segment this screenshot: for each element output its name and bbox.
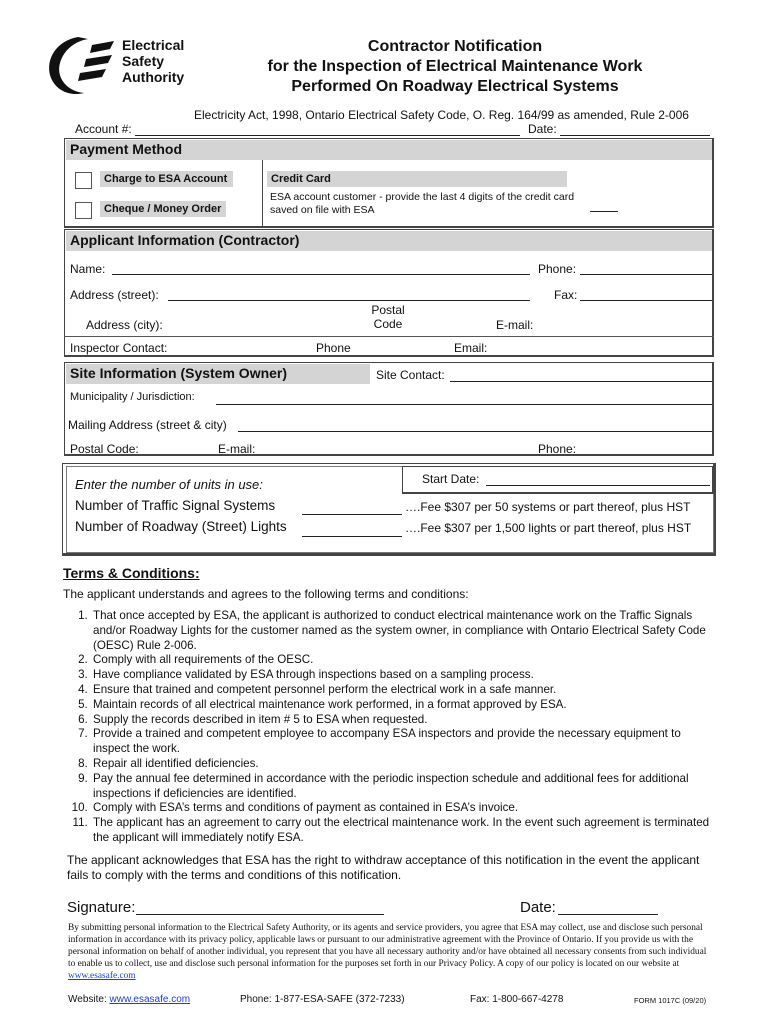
payment-heading: Payment Method (66, 140, 712, 160)
terms-intro: The applicant understands and agrees to the following terms and conditions: (63, 587, 469, 601)
subtitle: Electricity Act, 1998, Ontario Electrical Safety Code, O. Reg. 164/99 as amended, Rule 2-006 (194, 108, 689, 122)
site-email-label: E-mail: (218, 442, 256, 456)
footer-website-link[interactable]: www.esasafe.com (109, 994, 191, 1005)
site-postal-label: Postal Code: (70, 442, 139, 456)
term-item: 9. Pay the annual fee determined in accordance with the periodic inspection schedule and additional fees for additional inspections if deficiencies are identified. (91, 772, 715, 802)
traffic-fee: ….Fee $307 per 50 systems or part thereof, plus HST (405, 500, 691, 514)
site-contact-field[interactable] (450, 381, 712, 382)
start-date-field[interactable] (486, 485, 710, 486)
privacy-link[interactable]: www.esasafe.com (68, 971, 136, 981)
footer-form-number: FORM 1017C (09/20) (634, 996, 707, 1005)
signature-date-label: Date: (520, 899, 556, 916)
mailing-address-label: Mailing Address (street & city) (68, 418, 227, 432)
footer-website-label: Website: (68, 994, 107, 1005)
applicant-heading: Applicant Information (Contractor) (66, 231, 712, 251)
terms-list (65, 609, 715, 846)
footer-website (68, 994, 190, 1005)
name-label: Name: (70, 262, 106, 276)
credit-card-note: ESA account customer - provide the last 4 digits of the credit card saved on file with ESA (270, 191, 575, 216)
site-contact-label: Site Contact: (376, 368, 445, 382)
start-date-label: Start Date: (422, 472, 480, 486)
site-phone-label: Phone: (538, 442, 577, 456)
term-item: 4. Ensure that trained and competent personnel perform the electrical work in a safe manner. (91, 683, 715, 698)
units-intro: Enter the number of units in use: (75, 477, 263, 492)
charge-account-checkbox[interactable] (75, 172, 92, 189)
term-item: 11. The applicant has an agreement to carry out the electrical maintenance work. In the event such agreement is terminated the applicant will immediately notify ESA. (91, 816, 715, 846)
title-line-1: Contractor Notification (367, 38, 543, 55)
address-city-label: Address (city): (86, 318, 163, 332)
acknowledgement: The applicant acknowledges that ESA has the right to withdraw acceptance of this notification in the event the applicant fails to comply with the terms and conditions of this notification. (67, 853, 700, 882)
privacy-notice (68, 922, 712, 982)
logo-line-1: Electrical (122, 37, 185, 53)
term-item: 3. Have compliance validated by ESA through inspections based on a sampling process. (91, 668, 715, 683)
traffic-signals-label: Number of Traffic Signal Systems (75, 498, 276, 513)
name-field[interactable] (112, 274, 530, 275)
logo-line-3: Authority (122, 69, 185, 85)
phone-label: Phone: (538, 262, 577, 276)
term-item: 5. Maintain records of all electrical maintenance work performed, in a format approved by ESA. (91, 698, 715, 713)
signature-label: Signature: (67, 899, 136, 916)
fax-field[interactable] (580, 300, 712, 301)
cheque-checkbox[interactable] (75, 202, 92, 219)
title-line-3: Performed On Roadway Electrical Systems (291, 78, 619, 95)
municipality-field[interactable] (216, 404, 712, 405)
term-item: 2. Comply with all requirements of the OESC. (91, 653, 715, 668)
term-item: 1. That once accepted by ESA, the applicant is authorized to conduct electrical maintenance work on the Traffic Signals and/or Roadway Lights for the customer named as the system owner, in compliance with Ontario Electrical Safety Code (OESC) Rule 2-006. (91, 609, 715, 653)
term-item: 10. Comply with ESA’s terms and conditions of payment as contained in ESA’s invoice. (91, 801, 715, 816)
term-item: 7. Provide a trained and competent employee to accompany ESA inspectors and provide the necessary equipment to inspect the work. (91, 727, 715, 757)
footer-phone: Phone: 1-877-ESA-SAFE (372-7233) (240, 994, 405, 1005)
email-label: E-mail: (496, 318, 534, 332)
credit-card-label: Credit Card (267, 171, 567, 187)
site-heading: Site Information (System Owner) (66, 364, 370, 384)
account-label: Account #: (75, 122, 132, 136)
privacy-text: By submitting personal information to the Electrical Safety Authority, or its agents and service providers, you agree that ESA may collect, use and disclose such personal information in accordance with its privacy policy, applicable laws or pursuant to our administrative agreement with the Province of Ontario. If you provide us with the personal information on behalf of another individual, you represent that you have all necessary authority and/or have obtained all necessary consents from such individual to enable us to collect, use and disclose such personal information for the purposes set forth in our Privacy Policy. A copy of our policy is located on our website at (68, 923, 707, 969)
esa-logo-icon (44, 35, 116, 97)
traffic-signals-field[interactable] (302, 514, 402, 515)
postal-code-label: Postal Code (371, 303, 405, 331)
logo-line-2: Safety (122, 53, 165, 69)
term-item: 6. Supply the records described in item # 5 to ESA when requested. (91, 713, 715, 728)
inspector-phone-label: Phone (316, 341, 351, 355)
municipality-label: Municipality / Jurisdiction: (70, 391, 195, 403)
address-street-label: Address (street): (70, 288, 159, 302)
card-digits-field[interactable] (590, 211, 618, 212)
term-item: 8. Repair all identified deficiencies. (91, 757, 715, 772)
footer-fax: Fax: 1-800-667-4278 (470, 994, 564, 1005)
fax-label: Fax: (554, 288, 578, 302)
mailing-address-field[interactable] (238, 431, 712, 432)
address-street-field[interactable] (168, 300, 530, 301)
date-label: Date: (528, 122, 557, 136)
signature-date-field[interactable] (558, 914, 658, 915)
roadway-lights-field[interactable] (302, 536, 402, 537)
inspector-email-label: Email: (454, 341, 488, 355)
esa-logo (44, 35, 194, 95)
charge-account-label: Charge to ESA Account (100, 171, 233, 187)
signature-field[interactable] (136, 914, 384, 915)
inspector-contact-label: Inspector Contact: (70, 341, 168, 355)
cheque-label: Cheque / Money Order (100, 201, 226, 217)
phone-field[interactable] (580, 274, 712, 275)
title-line-2: for the Inspection of Electrical Maintenance Work (267, 58, 643, 75)
terms-heading: Terms & Conditions: (63, 565, 200, 581)
lights-fee: ….Fee $307 per 1,500 lights or part thereof, plus HST (405, 521, 692, 535)
roadway-lights-label: Number of Roadway (Street) Lights (75, 519, 287, 534)
